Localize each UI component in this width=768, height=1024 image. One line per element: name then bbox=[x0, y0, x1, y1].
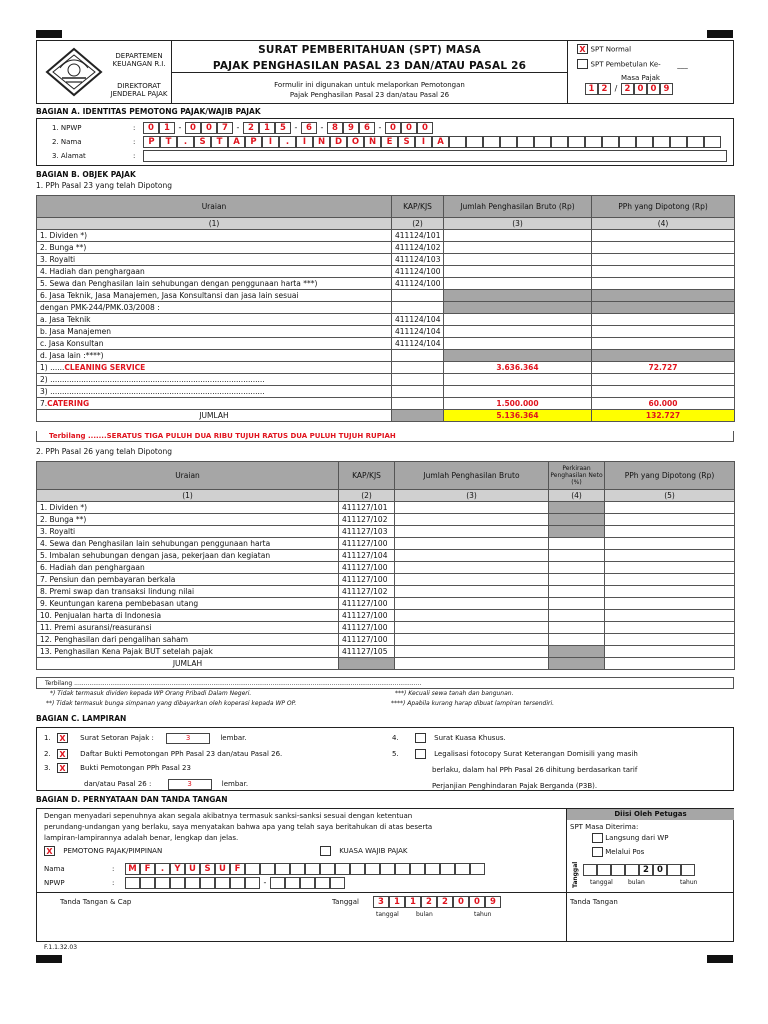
petugas-header: Diisi Oleh Petugas bbox=[567, 809, 734, 820]
char-box bbox=[704, 136, 721, 148]
char-box: - bbox=[178, 123, 182, 132]
char-box: - bbox=[236, 123, 240, 132]
char-box bbox=[305, 863, 320, 875]
char-box bbox=[470, 863, 485, 875]
char-box bbox=[245, 877, 260, 889]
table-row: 5. Imbalan sehubungan dengan jasa, pekerjaan dan kegiatan 411127/104 bbox=[37, 550, 735, 562]
char-box: I bbox=[262, 136, 279, 148]
char-box bbox=[551, 136, 568, 148]
char-box bbox=[365, 863, 380, 875]
form-title: SURAT PEMBERITAHUAN (SPT) MASA PAJAK PENGHASILAN PASAL 23 DAN/ATAU PASAL 26 Formulir ini digunakan untuk melaporkan Pemotongan Pajak Penghasilan Pasal 23 dan/atau Pasal 26 bbox=[172, 42, 567, 99]
char-box bbox=[667, 864, 681, 876]
spt-normal-checkbox[interactable]: X bbox=[577, 44, 588, 54]
char-box bbox=[449, 136, 466, 148]
pph23-table: Uraian KAP/KJS Jumlah Penghasilan Bruto (Rp) PPh yang Dipotong (Rp) (1) (2) (3) (4) 1. Dividen *) 411124/101 2. Bunga **) 411124/102 3. Royalti 411124/103 4. Hadiah dan penghargaan 411124/100 5. Sewa dan Penghasilan lain sehubungan dengan penggunaan harta ***) 411124/100 6. Jasa Teknik, Jasa Manajemen, Jasa Konsultansi dan jasa lain sesuai dengan PMK-244/PMK.03/2008 : a. Jasa Teknik 411124/104 b. Jasa Manajemen 411124/104 c. Jasa Konsultan 411124/104 d. Jasa lain :****) 1) ......CLEANING SERVICE 3.636.364 72.727 2) .......................................................................................... 3) .......................................................................................... 7.CATERING 1.500.000 60.000 JUMLAH 5.136.364 132.727 bbox=[36, 195, 735, 422]
char-box bbox=[300, 877, 315, 889]
char-box bbox=[380, 863, 395, 875]
char-box: 3 bbox=[373, 896, 389, 908]
char-box bbox=[440, 863, 455, 875]
char-box: 0 bbox=[401, 122, 417, 134]
alamat-field[interactable] bbox=[143, 150, 727, 162]
char-box bbox=[275, 863, 290, 875]
table-row: 7. Pensiun dan pembayaran berkala 411127/100 bbox=[37, 574, 735, 586]
spt-type: X SPT Normal SPT Pembetulan Ke- ___ Masa Pajak 1 2 / 2 0 0 9 bbox=[577, 44, 732, 95]
lampiran-left: 1. X Surat Setoran Pajak : 3 lembar. 2. X Daftar Bukti Pemotongan PPh Pasal 23 dan/atau Pasal 26. 3. X Bukti Pemotongan PPh Pasal 23 dan/atau Pasal 26 : 3 lembar. bbox=[44, 734, 283, 788]
pos-checkbox[interactable] bbox=[592, 847, 603, 857]
char-box: 0 bbox=[453, 896, 469, 908]
directorate-label: DIREKTORAT JENDERAL PAJAK bbox=[110, 82, 168, 98]
pph26-subtitle: 2. PPh Pasal 26 yang telah Dipotong bbox=[36, 447, 172, 456]
char-box: 2 bbox=[621, 83, 634, 95]
char-box bbox=[285, 877, 300, 889]
char-box: . bbox=[279, 136, 296, 148]
char-box: 8 bbox=[327, 122, 343, 134]
terbilang-23: Terbilang .......SERATUS TIGA PULUH DUA RIBU TUJUH RATUS DUA PULUH TUJUH RUPIAH bbox=[36, 431, 734, 442]
char-box: F bbox=[140, 863, 155, 875]
char-box bbox=[410, 863, 425, 875]
nama-field[interactable] bbox=[143, 136, 721, 148]
char-box: 9 bbox=[660, 83, 673, 95]
table-row: 11. Premi asuransi/reasuransi 411127/100 bbox=[37, 622, 735, 634]
table-row: c. Jasa Konsultan 411124/104 bbox=[37, 338, 735, 350]
char-box bbox=[466, 136, 483, 148]
char-box: - bbox=[263, 878, 267, 887]
char-box: 0 bbox=[385, 122, 401, 134]
total-row: JUMLAH bbox=[37, 658, 735, 670]
char-box: N bbox=[364, 136, 381, 148]
col-uraian: Uraian bbox=[37, 196, 392, 218]
char-box bbox=[245, 863, 260, 875]
char-box bbox=[687, 136, 704, 148]
char-box bbox=[170, 877, 185, 889]
char-box: 7 bbox=[217, 122, 233, 134]
char-box bbox=[583, 864, 597, 876]
kemenkeu-logo-icon bbox=[44, 46, 104, 98]
char-box: I bbox=[415, 136, 432, 148]
char-box: 1 bbox=[159, 122, 175, 134]
char-box: 6 bbox=[359, 122, 375, 134]
kuasa-checkbox[interactable] bbox=[320, 846, 331, 856]
char-box: I bbox=[296, 136, 313, 148]
char-box: 0 bbox=[417, 122, 433, 134]
char-box: U bbox=[185, 863, 200, 875]
char-box: . bbox=[155, 863, 170, 875]
char-box: D bbox=[330, 136, 347, 148]
char-box bbox=[517, 136, 534, 148]
masa-pajak-field[interactable] bbox=[585, 83, 732, 95]
table-row: 3. Royalti 411124/103 bbox=[37, 254, 735, 266]
char-box bbox=[185, 877, 200, 889]
lampiran-daftar-checkbox[interactable]: X bbox=[57, 749, 68, 759]
char-box: P bbox=[143, 136, 160, 148]
npwp-field[interactable] bbox=[143, 122, 433, 134]
table-row: 8. Premi swap dan transaksi lindung nilai 411127/102 bbox=[37, 586, 735, 598]
char-box: S bbox=[200, 863, 215, 875]
char-box bbox=[681, 864, 695, 876]
table-row: 13. Penghasilan Kena Pajak BUT setelah pajak 411127/105 bbox=[37, 646, 735, 658]
char-box: 1 bbox=[405, 896, 421, 908]
kuasa-option: KUASA WAJIB PAJAK bbox=[320, 846, 408, 856]
signer-nama-field[interactable] bbox=[125, 863, 485, 875]
char-box: 2 bbox=[421, 896, 437, 908]
table-row: 2. Bunga **) 411124/102 bbox=[37, 242, 735, 254]
char-box: / bbox=[614, 84, 618, 93]
table-row: 6. Jasa Teknik, Jasa Manajemen, Jasa Konsultansi dan jasa lain sesuai bbox=[37, 290, 735, 302]
char-box: 0 bbox=[201, 122, 217, 134]
table-row: 3) .......................................................................................... bbox=[37, 386, 735, 398]
terbilang-26: Terbilang ...................................................................................................................................................................................... bbox=[36, 677, 734, 689]
char-box: . bbox=[177, 136, 194, 148]
statement: Dengan menyadari sepenuhnya akan segala akibatnya termasuk sanksi-sanksi sesuai dengan ketentuan perundang-undangan yang berlaku, saya menyatakan bahwa apa yang telah saya beritahukan di atas beserta lampiran-lampirannya adalah benar, lengkap dan jelas. bbox=[44, 812, 433, 842]
total-row: JUMLAH 5.136.364 132.727 bbox=[37, 410, 735, 422]
table-row: 2. Bunga **) 411127/102 bbox=[37, 514, 735, 526]
section-c-title: BAGIAN C. LAMPIRAN bbox=[36, 714, 127, 723]
char-box bbox=[670, 136, 687, 148]
table-row: 2) .......................................................................................... bbox=[37, 374, 735, 386]
table-row: 1. Dividen *) 411127/101 bbox=[37, 502, 735, 514]
char-box: 9 bbox=[485, 896, 501, 908]
char-box bbox=[315, 877, 330, 889]
char-box: 0 bbox=[143, 122, 159, 134]
col-pph: PPh yang Dipotong (Rp) bbox=[592, 196, 735, 218]
char-box: 1 bbox=[259, 122, 275, 134]
char-box: P bbox=[245, 136, 262, 148]
char-box bbox=[330, 877, 345, 889]
corner-marker bbox=[707, 955, 733, 963]
lampiran-skd-checkbox[interactable] bbox=[415, 749, 426, 759]
npwp-label: 1. NPWP bbox=[52, 124, 82, 132]
char-box bbox=[568, 136, 585, 148]
pemotong-option: X PEMOTONG PAJAK/PIMPINAN bbox=[44, 846, 162, 856]
section-a-title: BAGIAN A. IDENTITAS PEMOTONG PAJAK/WAJIB PAJAK bbox=[36, 107, 261, 116]
section-b-title: BAGIAN B. OBJEK PAJAK bbox=[36, 170, 136, 179]
char-box: E bbox=[381, 136, 398, 148]
char-box: 2 bbox=[639, 864, 653, 876]
table-row: 9. Keuntungan karena pembebasan utang 411127/100 bbox=[37, 598, 735, 610]
table-row: dengan PMK-244/PMK.03/2008 : bbox=[37, 302, 735, 314]
char-box bbox=[395, 863, 410, 875]
char-box: T bbox=[160, 136, 177, 148]
char-box bbox=[602, 136, 619, 148]
char-box bbox=[230, 877, 245, 889]
char-box bbox=[270, 877, 285, 889]
char-box: 9 bbox=[343, 122, 359, 134]
pph26-table: Uraian KAP/KJS Jumlah Penghasilan Bruto Perkiraan Penghasilan Neto (%) PPh yang Dipotong (Rp) (1) (2) (3) (4) (5) 1. Dividen *) 411127/101 2. Bunga **) 411127/102 3. Royalti 411127/103 4. Sewa dan Penghasilan lain sehubungan penggunaan harta 411127/100 5. Imbalan sehubungan dengan jasa, pekerjaan dan kegiatan 411127/104 6. Hadiah dan penghargaan 411127/100 7. Pensiun dan pembayaran berkala 411127/100 8. Premi swap dan transaksi lindung nilai 411127/102 9. Keuntungan karena pembebasan utang 411127/100 10. Penjualan harta di Indonesia 411127/100 11. Premi asuransi/reasuransi 411127/100 12. Penghasilan dari pengalihan saham 411127/100 13. Penghasilan Kena Pajak BUT setelah pajak 411127/105 JUMLAH bbox=[36, 461, 735, 670]
ttd-label: Tanda Tangan & Cap bbox=[60, 898, 132, 906]
char-box: U bbox=[215, 863, 230, 875]
table-row: 1. Dividen *) 411124/101 bbox=[37, 230, 735, 242]
signer-npwp-field[interactable] bbox=[125, 877, 345, 889]
form-code: F.1.1.32.03 bbox=[44, 944, 78, 951]
char-box: 1 bbox=[389, 896, 405, 908]
char-box bbox=[611, 864, 625, 876]
char-box bbox=[425, 863, 440, 875]
char-box bbox=[290, 863, 305, 875]
table-row: 7.CATERING 1.500.000 60.000 bbox=[37, 398, 735, 410]
spt-pembetulan-checkbox[interactable] bbox=[577, 59, 588, 69]
char-box: 6 bbox=[301, 122, 317, 134]
corner-marker bbox=[36, 955, 62, 963]
table-row: d. Jasa lain :****) bbox=[37, 350, 735, 362]
char-box: F bbox=[230, 863, 245, 875]
table-row: 12. Penghasilan dari pengalihan saham 411127/100 bbox=[37, 634, 735, 646]
table-row: b. Jasa Manajemen 411124/104 bbox=[37, 326, 735, 338]
lampiran-bukti-checkbox[interactable]: X bbox=[57, 763, 68, 773]
char-box: S bbox=[398, 136, 415, 148]
char-box bbox=[140, 877, 155, 889]
char-box bbox=[534, 136, 551, 148]
petugas-tanggal-field[interactable] bbox=[583, 864, 695, 876]
char-box: - bbox=[378, 123, 382, 132]
char-box bbox=[125, 877, 140, 889]
table-row: 6. Hadiah dan penghargaan 411127/100 bbox=[37, 562, 735, 574]
char-box: N bbox=[313, 136, 330, 148]
char-box: 0 bbox=[185, 122, 201, 134]
pph23-subtitle: 1. PPh Pasal 23 yang telah Dipotong bbox=[36, 181, 172, 190]
petugas-ttd-label: Tanda Tangan bbox=[570, 898, 618, 906]
char-box: 1 bbox=[585, 83, 598, 95]
char-box: S bbox=[194, 136, 211, 148]
char-box: 2 bbox=[598, 83, 611, 95]
char-box: 0 bbox=[647, 83, 660, 95]
char-box bbox=[653, 136, 670, 148]
char-box bbox=[619, 136, 636, 148]
masa-pajak-label: Masa Pajak bbox=[621, 74, 660, 82]
char-box: 0 bbox=[634, 83, 647, 95]
char-box: Y bbox=[170, 863, 185, 875]
char-box: 2 bbox=[437, 896, 453, 908]
dept-label: DEPARTEMEN KEUANGAN R.I. bbox=[112, 52, 166, 68]
char-box: A bbox=[228, 136, 245, 148]
table-row: 4. Sewa dan Penghasilan lain sehubungan penggunaan harta 411127/100 bbox=[37, 538, 735, 550]
col-kap: KAP/KJS bbox=[392, 196, 444, 218]
char-box bbox=[320, 863, 335, 875]
char-box: - bbox=[320, 123, 324, 132]
table-row: 10. Penjualan harta di Indonesia 411127/100 bbox=[37, 610, 735, 622]
char-box bbox=[335, 863, 350, 875]
table-row: 4. Hadiah dan penghargaan 411124/100 bbox=[37, 266, 735, 278]
char-box bbox=[585, 136, 602, 148]
char-box bbox=[500, 136, 517, 148]
corner-marker bbox=[707, 30, 733, 38]
char-box: M bbox=[125, 863, 140, 875]
char-box: 0 bbox=[469, 896, 485, 908]
char-box bbox=[200, 877, 215, 889]
langsung-checkbox[interactable] bbox=[592, 833, 603, 843]
lampiran-kuasa-checkbox[interactable] bbox=[415, 733, 426, 743]
lampiran-right: 4. Surat Kuasa Khusus. 5. Legalisasi fotocopy Surat Keterangan Domisili yang masih berlaku, dalam hal PPh Pasal 26 dihitung berdasarkan tarif Perjanjian Penghindaran Pajak Berganda (P3B). bbox=[392, 734, 638, 790]
char-box bbox=[636, 136, 653, 148]
alamat-label: 3. Alamat bbox=[52, 152, 86, 160]
char-box: 5 bbox=[275, 122, 291, 134]
col-bruto: Jumlah Penghasilan Bruto (Rp) bbox=[444, 196, 592, 218]
char-box bbox=[625, 864, 639, 876]
char-box bbox=[260, 863, 275, 875]
table-row: a. Jasa Teknik 411124/104 bbox=[37, 314, 735, 326]
char-box: T bbox=[211, 136, 228, 148]
char-box bbox=[455, 863, 470, 875]
lampiran-ssp-checkbox[interactable]: X bbox=[57, 733, 68, 743]
char-box: 2 bbox=[243, 122, 259, 134]
char-box: A bbox=[432, 136, 449, 148]
char-box: O bbox=[347, 136, 364, 148]
nama-label: 2. Nama bbox=[52, 138, 82, 146]
char-box: - bbox=[294, 123, 298, 132]
pemotong-checkbox[interactable]: X bbox=[44, 846, 55, 856]
table-row: 1) ......CLEANING SERVICE 3.636.364 72.727 bbox=[37, 362, 735, 374]
char-box bbox=[597, 864, 611, 876]
tanggal-label: Tanggal bbox=[332, 898, 359, 906]
char-box bbox=[155, 877, 170, 889]
char-box: 0 bbox=[653, 864, 667, 876]
char-box bbox=[483, 136, 500, 148]
tanggal-field[interactable] bbox=[373, 896, 501, 908]
char-box bbox=[350, 863, 365, 875]
section-d-title: BAGIAN D. PERNYATAAN DAN TANDA TANGAN bbox=[36, 795, 228, 804]
corner-marker bbox=[36, 30, 62, 38]
char-box bbox=[215, 877, 230, 889]
table-row: 3. Royalti 411127/103 bbox=[37, 526, 735, 538]
logo-area bbox=[36, 40, 171, 104]
table-row: 5. Sewa dan Penghasilan lain sehubungan dengan penggunaan harta ***) 411124/100 bbox=[37, 278, 735, 290]
